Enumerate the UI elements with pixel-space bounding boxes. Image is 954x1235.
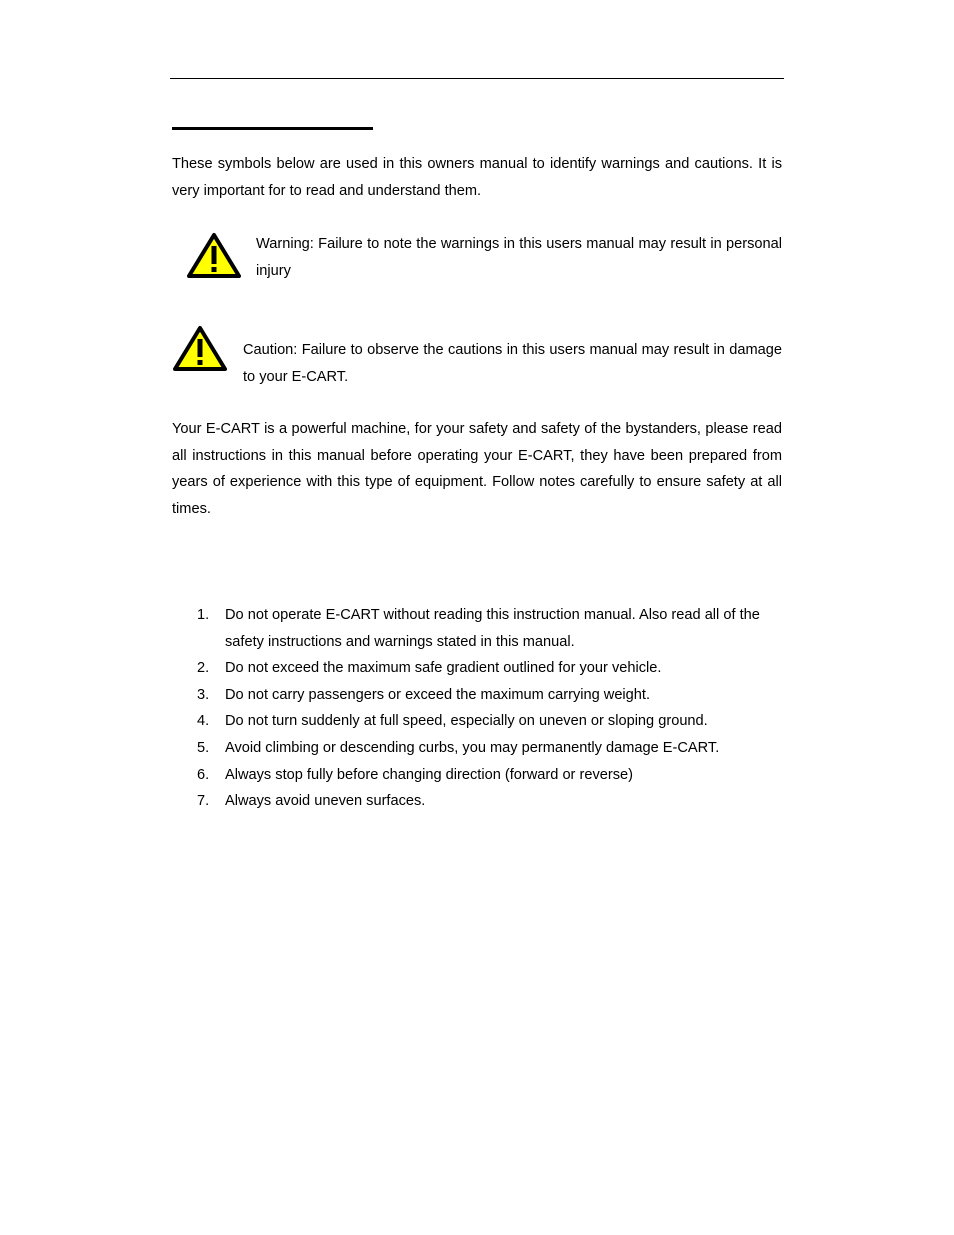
- warning-text: Warning: Failure to note the warnings in this users manual may result in personal injury: [256, 236, 782, 279]
- safety-rules-list: [197, 602, 783, 815]
- caution-triangle-icon: [172, 325, 228, 373]
- list-number: 5.: [197, 739, 210, 756]
- list-text: Always stop fully before changing direction (forward or reverse): [225, 766, 633, 783]
- list-number: 1.: [197, 607, 210, 623]
- list-number: 2.: [197, 660, 210, 677]
- list-text: Do not turn suddenly at full speed, especially on uneven or sloping ground.: [225, 713, 708, 730]
- list-text: Do not carry passengers or exceed the maximum carrying weight.: [225, 686, 651, 703]
- safety-paragraph: Your E-CART is a powerful machine, for your safety and safety of the bystanders, please read all instructions in this manual before operating your E-CART, they have been prepared from years of experience with this type of equipment. Follow notes carefully to ensure safety at all times.: [172, 421, 782, 517]
- caution-text: Caution: Failure to observe the cautions in this users manual may result in damage to your E-CART.: [243, 342, 782, 385]
- list-text: Always avoid uneven surfaces.: [225, 793, 426, 810]
- list-item: [197, 602, 783, 655]
- section-heading-underline: [172, 127, 373, 130]
- list-item: [197, 682, 783, 709]
- list-item: [197, 708, 783, 735]
- list-text: Do not operate E-CART without reading this instruction manual. Also read all of the safety instructions and warnings stated in this manual.: [225, 607, 760, 650]
- warning-triangle-icon: [186, 232, 242, 280]
- intro-paragraph: These symbols below are used in this owners manual to identify warnings and cautions. It is very important for to read and understand them.: [172, 156, 782, 199]
- header-rule: [170, 78, 784, 79]
- list-number: 4.: [197, 713, 210, 730]
- list-number: 7.: [197, 793, 210, 810]
- list-item: [197, 655, 783, 682]
- list-number: 6.: [197, 766, 210, 783]
- list-item: [197, 762, 783, 789]
- list-item: [197, 788, 783, 815]
- list-number: 3.: [197, 686, 210, 703]
- list-text: Avoid climbing or descending curbs, you may permanently damage E-CART.: [225, 739, 720, 756]
- list-item: [197, 735, 783, 762]
- list-text: Do not exceed the maximum safe gradient outlined for your vehicle.: [225, 660, 662, 677]
